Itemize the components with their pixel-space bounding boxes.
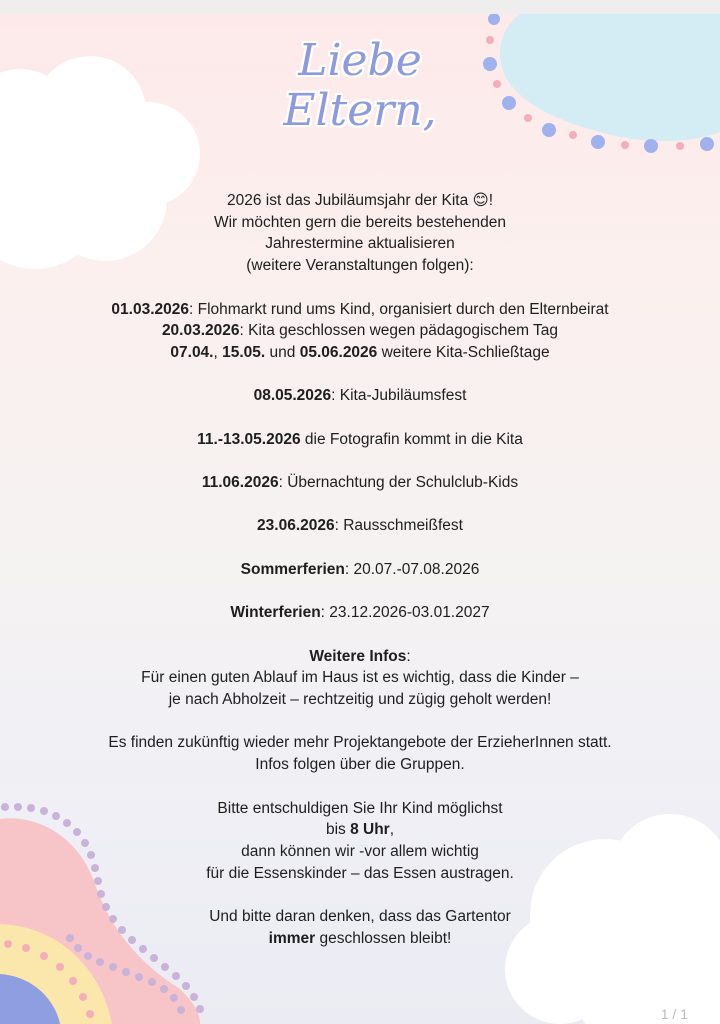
title-line-1: Liebe [298,35,422,86]
event-text: : Kita geschlossen wegen pädagogischem Tag [239,322,559,340]
event-date: 05.06.2026 [299,343,378,361]
infos-p3-line2: bis 8 Uhr, [325,821,395,839]
event-text: : 23.12.2026-03.01.2027 [320,604,490,622]
event-date: 15.05. [222,343,266,361]
event-paedagogischer-tag [40,320,680,342]
event-text: : Übernachtung der Schulclub-Kids [278,474,519,492]
infos-p2-line2: Infos folgen über die Gruppen. [255,756,465,774]
page-number: 1 / 1 [660,1006,688,1022]
event-jubilaeumsfest [40,385,680,407]
infos-p3-line1: Bitte entschuldigen Sie Ihr Kind möglichst [217,799,503,817]
infos-p2-line1: Es finden zukünftig wieder mehr Projektangebote der ErzieherInnen statt. [108,734,612,752]
intro-line-2: Wir möchten gern die bereits bestehenden [213,213,507,231]
infos-p3-line3: dann können wir -vor allem wichtig [241,842,479,860]
event-uebernachtung [40,472,680,494]
infos-p3-line4: für die Essenskinder – das Essen austragen. [206,864,514,882]
event-sommerferien [40,559,680,581]
event-label: Winterferien [230,604,321,622]
event-date: 08.05.2026 [253,387,332,405]
top-bar [0,0,720,14]
event-date: 20.03.2026 [161,322,240,340]
infos-p1-line2: je nach Abholzeit – rechtzeitig und zügig geholt werden! [168,691,552,709]
event-text: : 20.07.-07.08.2026 [344,560,480,578]
event-winterferien [40,602,680,624]
event-text: : Flohmarkt rund ums Kind, organisiert durch den Elternbeirat [189,300,609,318]
event-text: : Kita-Jubiläumsfest [331,387,467,405]
infos-p4-line2: immer geschlossen bleibt! [268,929,452,947]
infos-heading: Weitere Infos: [309,647,411,665]
intro-line-3: Jahrestermine aktualisieren [265,235,455,253]
intro-line-4: (weitere Veranstaltungen folgen): [246,257,474,275]
event-text: : Rausschmeißfest [334,517,463,535]
event-date: 11.06.2026 [201,474,279,492]
event-flohmarkt [40,299,680,321]
document-page [0,14,720,1024]
title-line-2: Eltern, [283,85,437,136]
event-schliesstage: 07.04., 15.05. und 05.06.2026 weitere Kita-Schließtage [170,343,550,361]
event-text: weitere Kita-Schließtage [377,343,550,361]
event-fotografin [40,429,680,451]
event-text: die Fotografin kommt in die Kita [300,430,523,448]
event-date: 01.03.2026 [111,300,189,318]
event-label: Sommerferien [240,560,345,578]
infos-p1-line1: Für einen guten Ablauf im Haus ist es wichtig, dass die Kinder – [141,669,579,687]
event-date: 11.-13.05.2026 [197,430,301,448]
event-rausschmeissfest [40,515,680,537]
intro-line-1: 2026 ist das Jubiläumsjahr der Kita 😊! [226,192,493,209]
event-date: 23.06.2026 [257,517,335,535]
letter-body [40,190,680,949]
event-date: 07.04. [170,343,214,361]
infos-p4-line1: Und bitte daran denken, dass das Gartentor [209,908,511,926]
